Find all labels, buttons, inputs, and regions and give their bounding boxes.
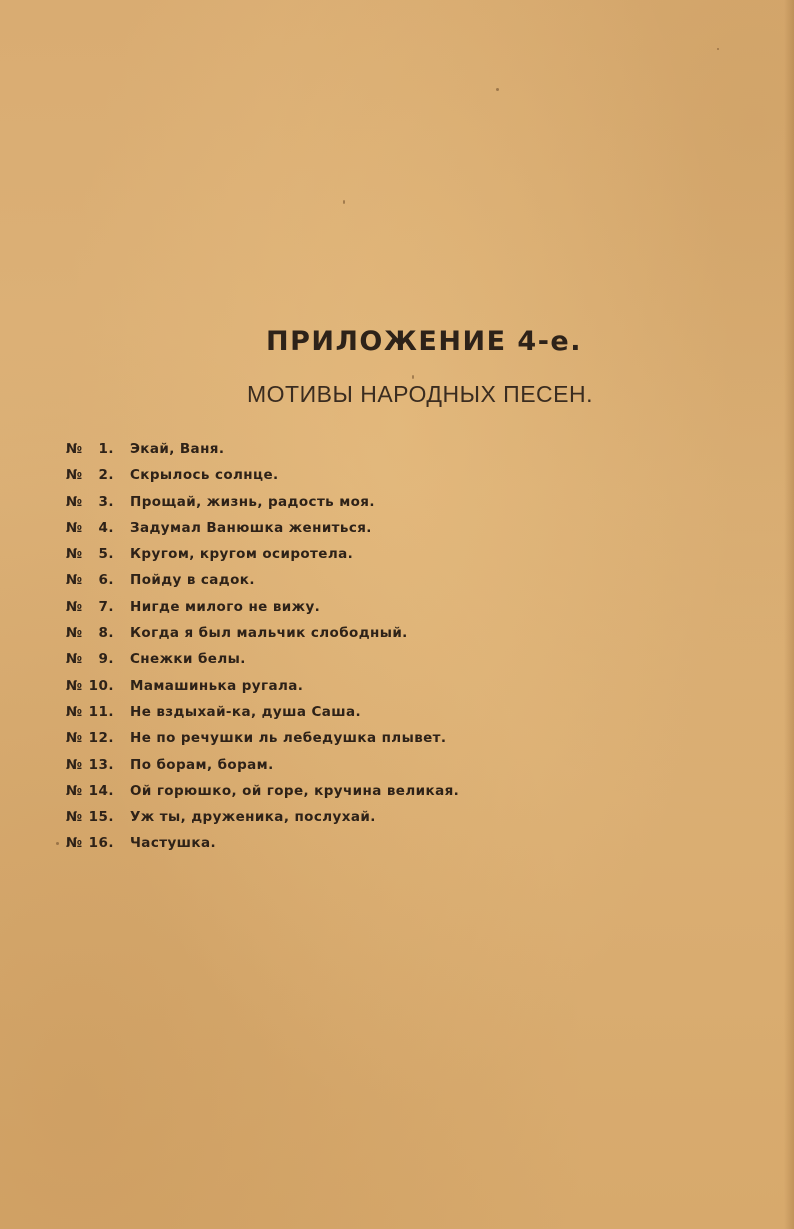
song-item: [66, 620, 526, 646]
song-item: [66, 515, 526, 541]
appendix-subtitle: МОТИВЫ НАРОДНЫХ ПЕСЕН.: [247, 381, 593, 407]
song-number: № 14.: [66, 782, 114, 799]
song-title: Задумал Ванюшка жениться.: [130, 519, 372, 536]
paper-speck: [717, 48, 719, 50]
song-item: [66, 804, 526, 830]
song-list: [66, 436, 526, 857]
song-number: № 11.: [66, 703, 114, 720]
song-item: [66, 673, 526, 699]
song-title: Не вздыхай-ка, душа Саша.: [130, 703, 362, 720]
paper-speck: [496, 88, 499, 91]
song-item: [66, 436, 526, 462]
song-title: Прощай, жизнь, радость моя.: [130, 493, 375, 510]
song-number: № 12.: [66, 730, 114, 747]
song-title: Пойду в садок.: [130, 572, 255, 589]
song-title: Снежки белы.: [130, 651, 246, 668]
song-item: [66, 725, 526, 751]
song-number: № 6.: [66, 572, 114, 589]
song-title: Когда я был мальчик слободный.: [130, 625, 408, 642]
appendix-title: ПРИЛОЖЕНИЕ 4-е.: [266, 326, 582, 357]
song-title: Не по речушки ль лебедушка плывет.: [130, 730, 447, 747]
paper-speck: [56, 842, 59, 845]
song-item: [66, 752, 526, 778]
song-number: № 16.: [66, 835, 114, 852]
song-item: [66, 699, 526, 725]
paper-speck: [412, 375, 414, 379]
song-number: № 13.: [66, 756, 114, 773]
song-number: № 4.: [66, 519, 114, 536]
song-title: Уж ты, друженика, послухай.: [130, 809, 376, 826]
paper-speck: [343, 200, 345, 204]
song-number: № 15.: [66, 809, 114, 826]
song-item: [66, 489, 526, 515]
song-number: № 10.: [66, 677, 114, 694]
song-item: [66, 594, 526, 620]
page-edge-shadow: [784, 0, 794, 1229]
song-title: По борам, борам.: [130, 756, 274, 773]
song-title: Экай, Ваня.: [130, 441, 225, 457]
song-title: Скрылось солнце.: [130, 467, 279, 484]
song-number: № 5.: [66, 546, 114, 563]
song-title: Ой горюшко, ой горе, кручина великая.: [130, 782, 460, 799]
song-item: [66, 462, 526, 488]
song-title: Нигде милого не вижу.: [130, 598, 321, 615]
song-number: № 1.: [66, 441, 114, 457]
song-title: Кругом, кругом осиротела.: [130, 546, 354, 563]
song-item: [66, 541, 526, 567]
song-title: Мамашинька ругала.: [130, 677, 304, 694]
song-number: № 2.: [66, 467, 114, 484]
song-item: [66, 830, 526, 856]
song-number: № 7.: [66, 598, 114, 615]
song-item: [66, 567, 526, 593]
song-title: Частушка.: [130, 835, 216, 852]
song-item: [66, 778, 526, 804]
song-number: № 9.: [66, 651, 114, 668]
song-number: № 8.: [66, 625, 114, 642]
song-item: [66, 646, 526, 672]
song-number: № 3.: [66, 493, 114, 510]
